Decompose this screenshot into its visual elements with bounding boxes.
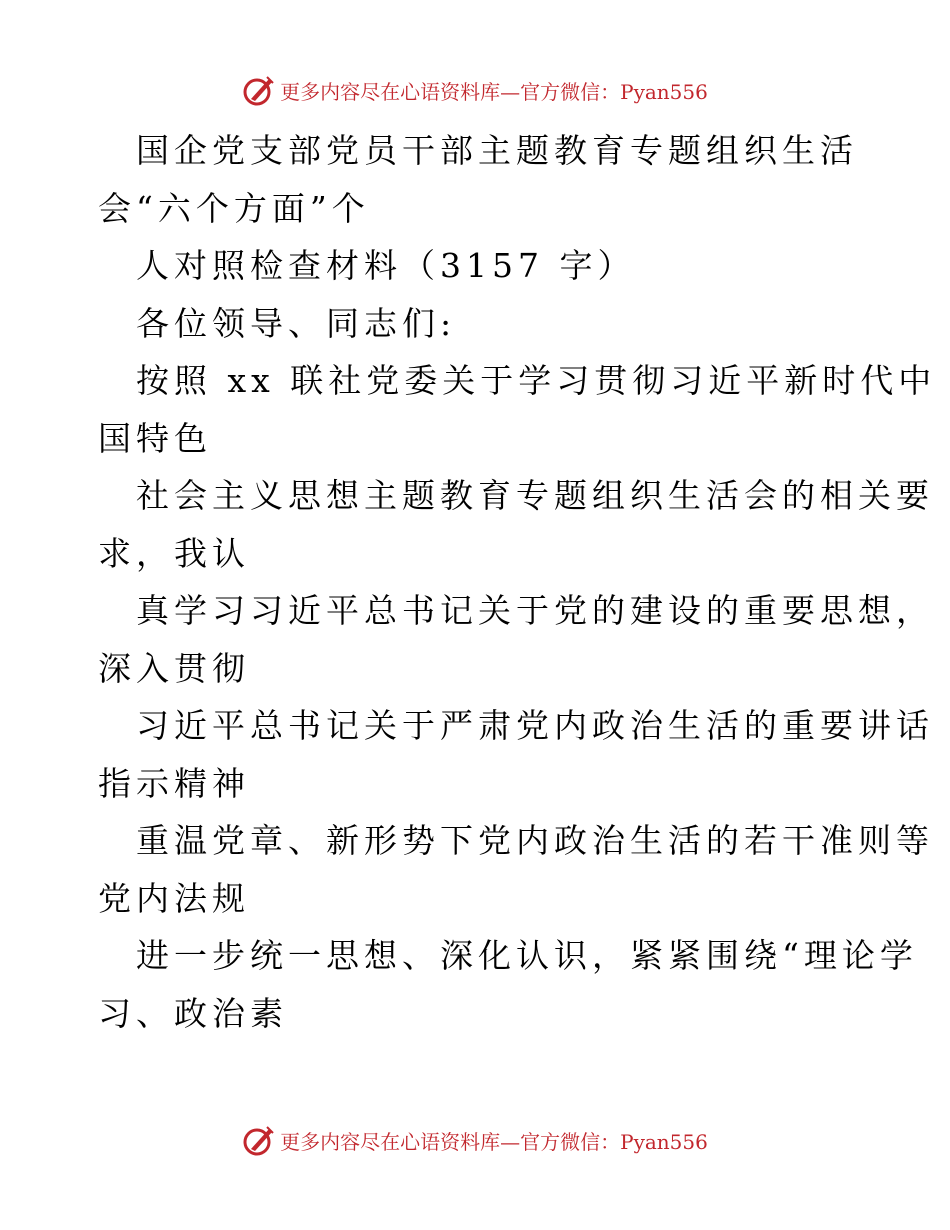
header-banner [0, 70, 950, 110]
footer-banner-text: 更多内容尽在心语资料库—官方微信：Pyan556 [280, 1129, 708, 1154]
footer-banner [0, 1120, 950, 1160]
paragraph-line: 党内法规 [98, 878, 250, 918]
paragraph-line: 真学习习近平总书记关于党的建设的重要思想， [136, 591, 934, 630]
header-banner-text: 更多内容尽在心语资料库—官方微信：Pyan556 [280, 79, 708, 104]
paragraph-line: 国特色 [98, 418, 212, 458]
paragraph-line: 深入贯彻 [98, 648, 250, 688]
doc-title-line-1: 国企党支部党员干部主题教育专题组织生活 [136, 131, 858, 170]
quill-seal-icon [242, 73, 276, 107]
paragraph-line: 按照 xx 联社党委关于学习贯彻习近平新时代中 [136, 361, 937, 400]
paragraph-line: 习、政治素 [98, 993, 288, 1033]
paragraph-line: 进一步统一思想、深化认识，紧紧围绕“理论学 [136, 936, 918, 975]
salutation: 各位领导、同志们: [136, 303, 457, 343]
paragraph-line: 习近平总书记关于严肃党内政治生活的重要讲话 [136, 706, 934, 745]
paragraph-line: 重温党章、新形势下党内政治生活的若干准则等 [136, 821, 934, 860]
quill-seal-icon [242, 1123, 276, 1157]
paragraph-line: 求，我认 [98, 533, 250, 573]
doc-title-line-2: 会“六个方面”个 [98, 188, 370, 228]
paragraph-line: 社会主义思想主题教育专题组织生活会的相关要 [136, 476, 934, 515]
doc-title-line-3: 人对照检查材料（3157 字） [136, 246, 636, 285]
paragraph-line: 指示精神 [98, 763, 250, 803]
document-body [98, 122, 937, 1042]
